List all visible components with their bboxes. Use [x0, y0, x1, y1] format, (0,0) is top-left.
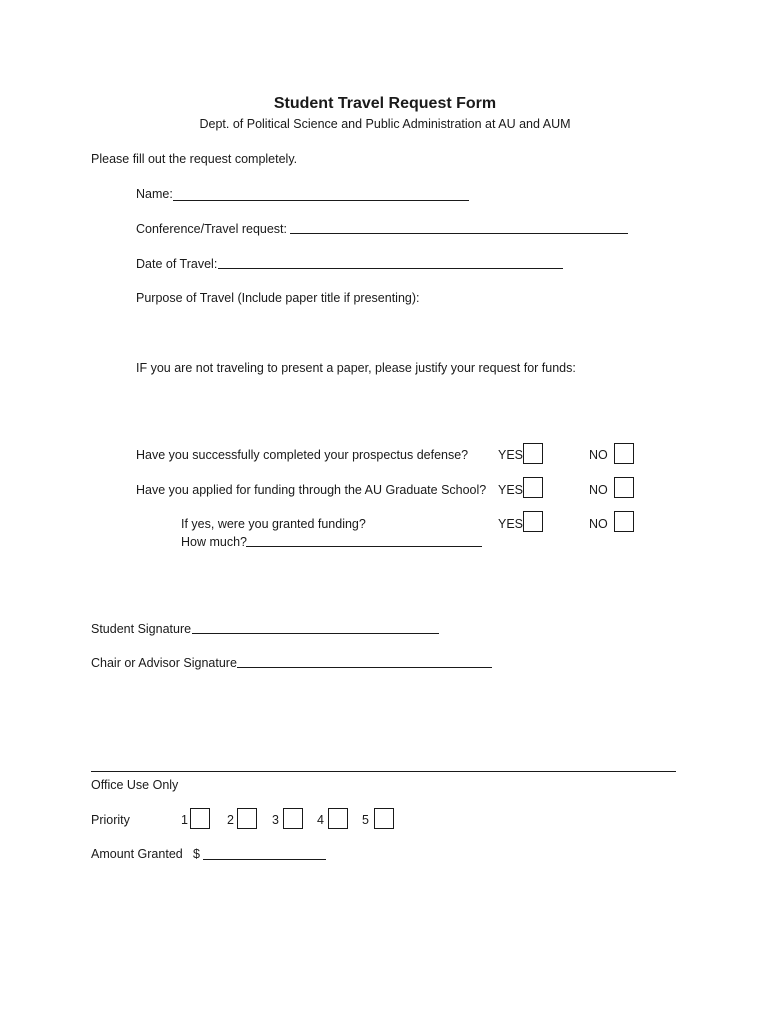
granted-no-checkbox[interactable]: [614, 511, 634, 532]
amount-granted-label: Amount Granted: [91, 847, 183, 861]
funding-no-checkbox[interactable]: [614, 477, 634, 498]
granted-yes-checkbox[interactable]: [523, 511, 543, 532]
priority-4-label: 4: [317, 813, 324, 827]
priority-1-checkbox[interactable]: [190, 808, 210, 829]
how-much-label: How much?: [181, 535, 247, 549]
priority-label: Priority: [91, 813, 130, 827]
priority-1-label: 1: [181, 813, 188, 827]
chair-signature-field[interactable]: [237, 667, 492, 668]
funding-yes-label: YES: [498, 483, 524, 497]
amount-granted-field[interactable]: [203, 859, 326, 860]
office-use-heading: Office Use Only: [91, 778, 179, 792]
how-much-field[interactable]: [246, 546, 482, 547]
prospectus-no-label: NO: [589, 448, 608, 462]
date-label: Date of Travel:: [136, 257, 218, 271]
conference-field[interactable]: [290, 233, 628, 234]
priority-3-label: 3: [272, 813, 279, 827]
priority-5-label: 5: [362, 813, 369, 827]
student-signature-label: Student Signature: [91, 622, 192, 636]
name-label: Name:: [136, 187, 173, 201]
justify-label: IF you are not traveling to present a paper, please justify your request for funds:: [136, 361, 576, 375]
prospectus-yes-label: YES: [498, 448, 524, 462]
chair-signature-label: Chair or Advisor Signature: [91, 656, 237, 670]
funding-question: Have you applied for funding through the AU Graduate School?: [136, 483, 487, 497]
date-field[interactable]: [218, 268, 563, 269]
prospectus-question: Have you successfully completed your prospectus defense?: [136, 448, 469, 462]
granted-question: If yes, were you granted funding?: [181, 517, 366, 531]
currency-symbol: $: [193, 847, 200, 861]
form-subtitle: Dept. of Political Science and Public Administration at AU and AUM: [199, 117, 571, 131]
granted-no-label: NO: [589, 517, 608, 531]
student-signature-field[interactable]: [192, 633, 439, 634]
priority-2-checkbox[interactable]: [237, 808, 257, 829]
granted-yes-label: YES: [498, 517, 524, 531]
funding-yes-checkbox[interactable]: [523, 477, 543, 498]
prospectus-no-checkbox[interactable]: [614, 443, 634, 464]
funding-no-label: NO: [589, 483, 608, 497]
name-field[interactable]: [173, 200, 469, 201]
conference-label: Conference/Travel request:: [136, 222, 288, 236]
priority-3-checkbox[interactable]: [283, 808, 303, 829]
purpose-label: Purpose of Travel (Include paper title if presenting):: [136, 291, 420, 305]
form-title: Student Travel Request Form: [273, 95, 497, 112]
priority-5-checkbox[interactable]: [374, 808, 394, 829]
priority-2-label: 2: [227, 813, 234, 827]
office-divider: [91, 771, 676, 772]
priority-4-checkbox[interactable]: [328, 808, 348, 829]
instruction-text: Please fill out the request completely.: [91, 152, 298, 166]
prospectus-yes-checkbox[interactable]: [523, 443, 543, 464]
